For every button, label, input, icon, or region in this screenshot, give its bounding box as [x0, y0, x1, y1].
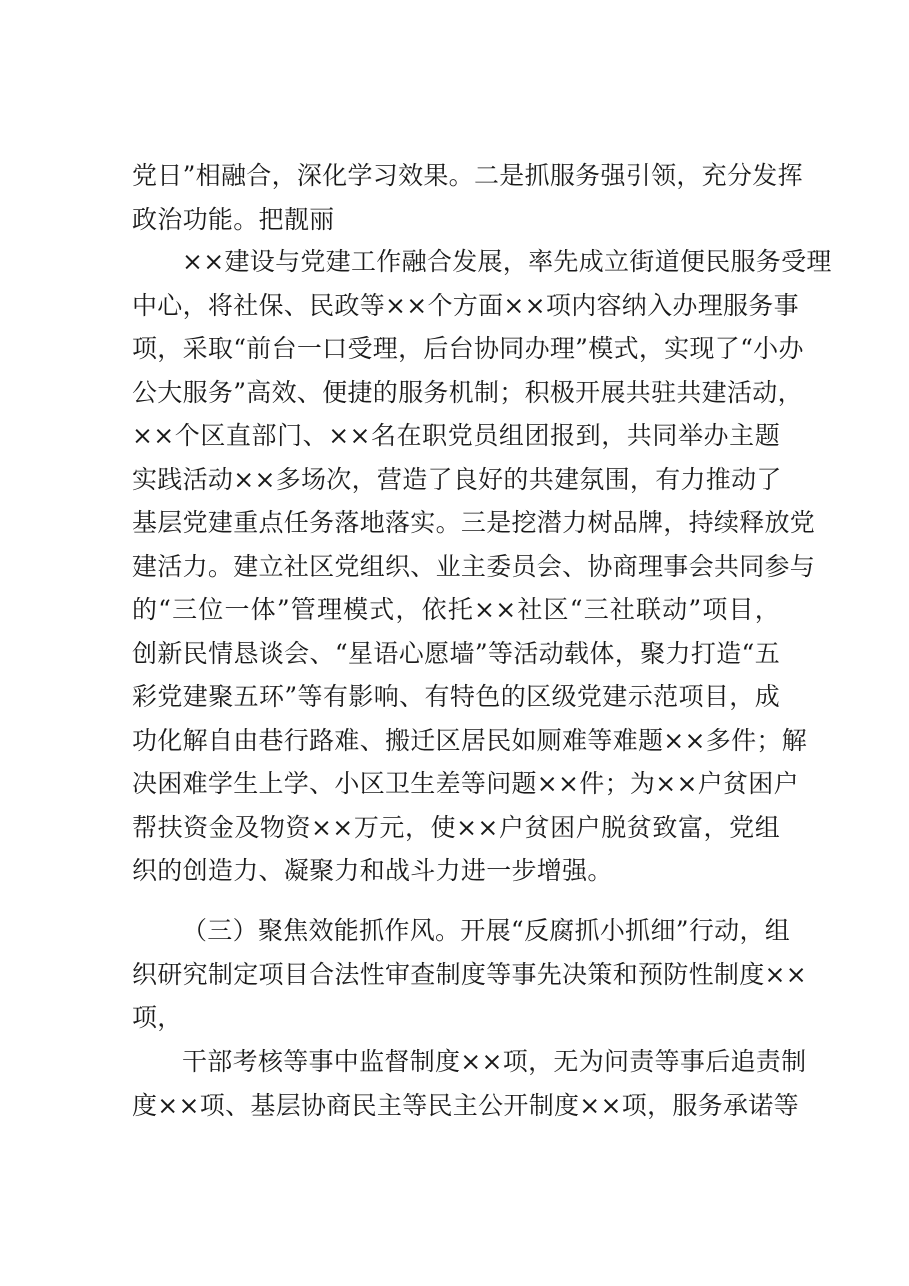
paragraph-line: 项，: [132, 1003, 183, 1032]
paragraph-1: [132, 154, 803, 241]
paragraph-line: 彩党建聚五环”等有影响、有特色的区级党建示范项目，成: [132, 682, 780, 711]
paragraph-line: 的“三位一体”管理模式，依托××社区“三社联动”项目，: [132, 595, 780, 624]
paragraph-line: 帮扶资金及物资××万元，使××户贫困户脱贫致富，党组: [132, 812, 780, 842]
paragraph-line: 建活力。建立社区党组织、业主委员会、协商理事会共同参与: [132, 551, 816, 581]
paragraph-line: 实践活动××多场次，营造了良好的共建氛围，有力推动了: [132, 464, 782, 494]
paragraph-line: 创新民情恳谈会、“星语心愿墙”等活动载体，聚力打造“五: [132, 638, 780, 668]
paragraph-line: 基层党建重点任务落地落实。三是挖潜力树品牌，持续释放党: [132, 508, 816, 537]
paragraph-line: 功化解自由巷行路难、搬迁区居民如厕难等难题××多件；解: [132, 725, 807, 755]
paragraph-line: （三）聚焦效能抓作风。开展“反腐抓小抓细”行动，组: [182, 916, 791, 945]
paragraph-line: 决困难学生上学、小区卫生差等问题××件；为××户贫困户: [132, 769, 799, 798]
paragraph-line: 项，采取“前台一口受理，后台协同办理”模式，实现了“小办: [132, 334, 804, 363]
paragraph-line: ××个区直部门、××名在职党员组团报到，共同举办主题: [132, 421, 780, 450]
paragraph-3: [132, 909, 807, 1040]
paragraph-line: 度××项、基层协商民主等民主公开制度××项，服务承诺等: [132, 1090, 799, 1120]
paragraph-line: 党日”相融合，深化学习效果。二是抓服务强引领，充分发挥: [132, 161, 803, 190]
paragraph-line: 干部考核等事中监督制度××项，无为问责等事后追责制: [182, 1047, 807, 1076]
paragraph-line: 织研究制定项目合法性审查制度等事先决策和预防性制度××: [132, 959, 807, 989]
paragraph-4: [132, 1040, 807, 1127]
paragraph-line: 织的创造力、凝聚力和战斗力进一步增强。: [132, 856, 613, 885]
paragraph-2: [132, 240, 832, 893]
paragraph-line: ××建设与党建工作融合发展，率先成立街道便民服务受理: [182, 247, 832, 276]
paragraph-line: 公大服务”高效、便捷的服务机制；积极开展共驻共建活动，: [132, 377, 803, 407]
paragraph-line: 政治功能。把靓丽: [132, 204, 335, 234]
paragraph-line: 中心，将社保、民政等××个方面××项内容纳入办理服务事: [132, 290, 799, 320]
